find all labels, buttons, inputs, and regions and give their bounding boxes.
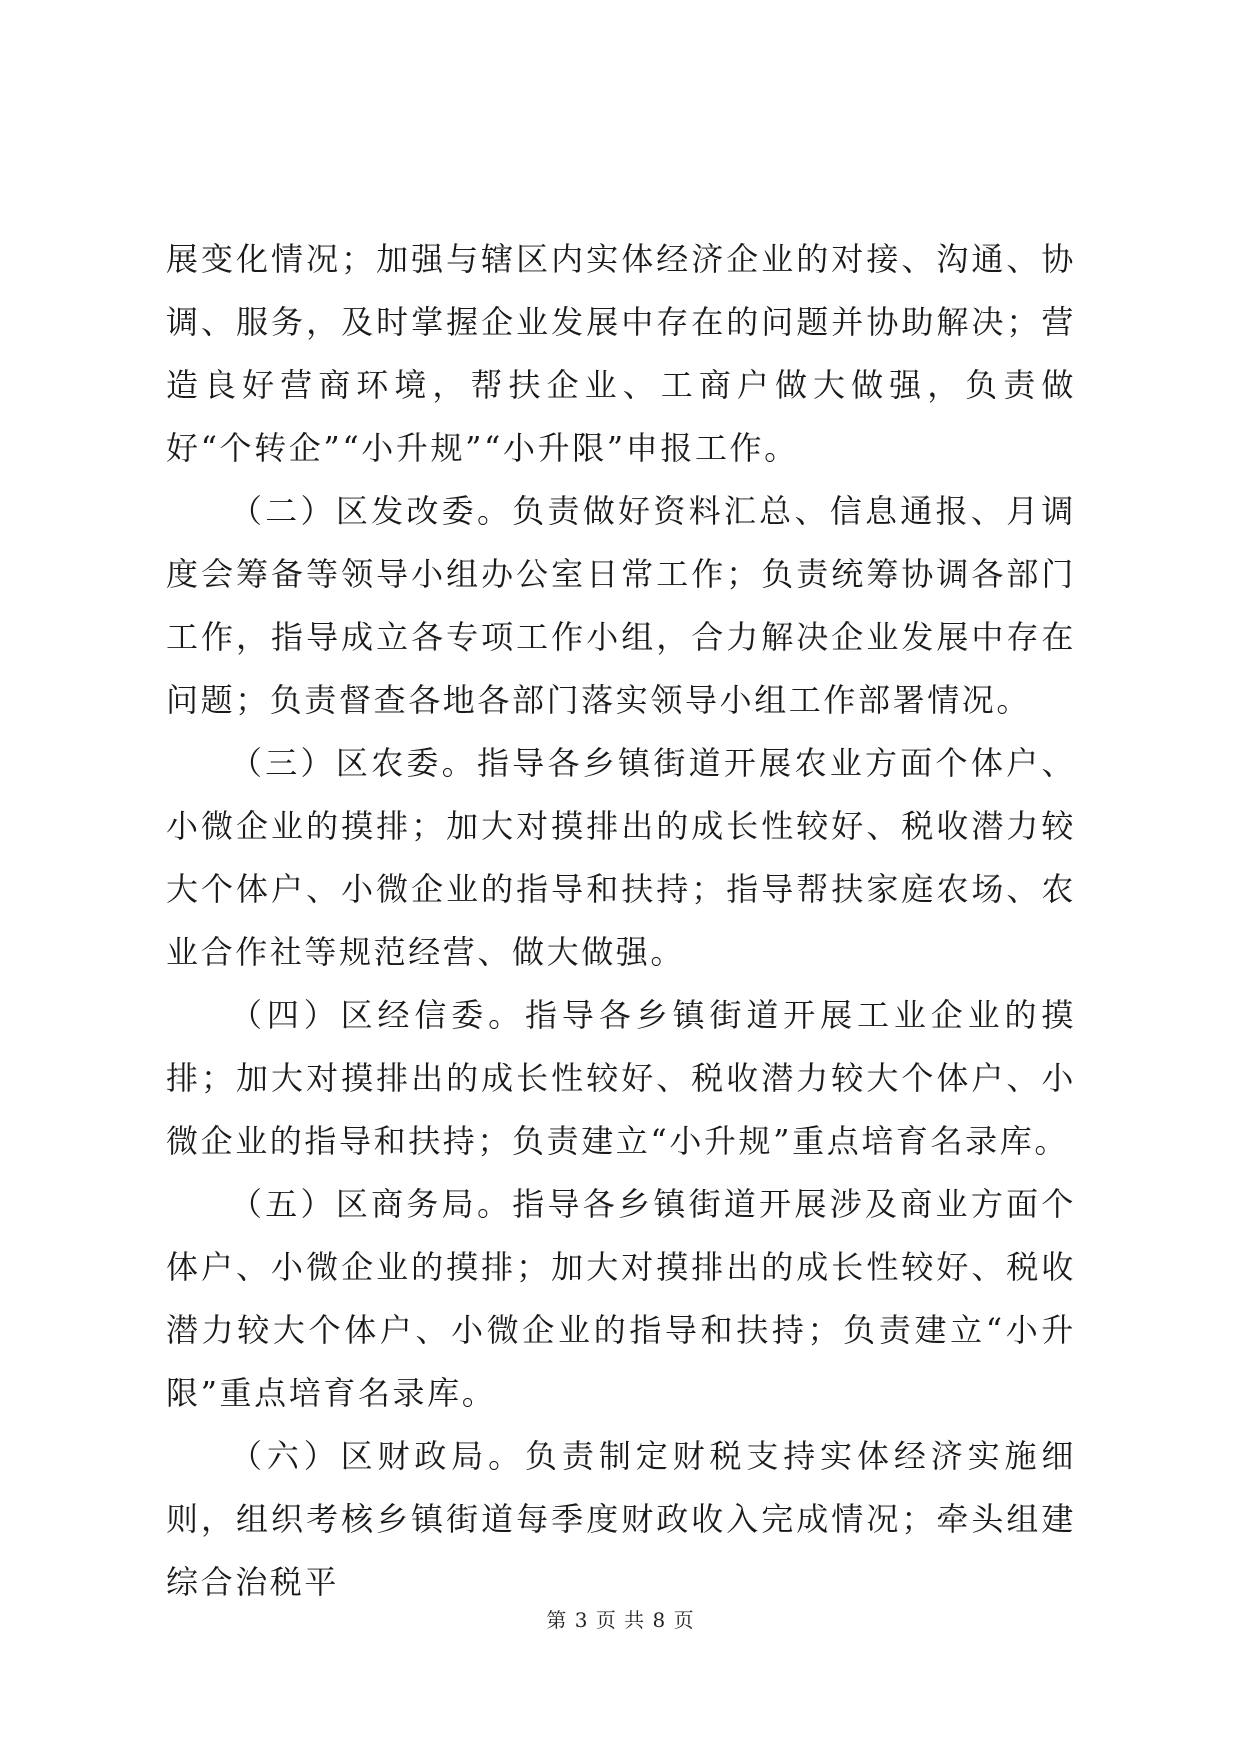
paragraph-jingxinwei: （四）区经信委。指导各乡镇街道开展工业企业的摸排；加大对摸排出的成长性较好、税收潜力较大个体户、小微企业的指导和扶持；负责建立“小升规”重点培育名录库。: [166, 996, 1076, 1160]
paragraph-fagaiwei: （二）区发改委。负责做好资料汇总、信息通报、月调度会筹备等领导小组办公室日常工作；负责统筹协调各部门工作，指导成立各专项工作小组，合力解决企业发展中存在问题；负责督查各地各部门落实领导小组工作部署情况。: [166, 492, 1076, 719]
page-number-footer: 第 3 页 共 8 页: [546, 1608, 695, 1632]
paragraph-continuation: 展变化情况；加强与辖区内实体经济企业的对接、沟通、协调、服务，及时掌握企业发展中存在的问题并协助解决；营造良好营商环境，帮扶企业、工商户做大做强，负责做好“个转企”“小升规”“小升限”申报工作。: [166, 240, 1076, 467]
paragraph-caizhengju: （六）区财政局。负责制定财税支持实体经济实施细则，组织考核乡镇街道每季度财政收入完成情况；牵头组建综合治税平: [166, 1437, 1076, 1601]
paragraph-nongwei: （三）区农委。指导各乡镇街道开展农业方面个体户、小微企业的摸排；加大对摸排出的成长性较好、税收潜力较大个体户、小微企业的指导和扶持；指导帮扶家庭农场、农业合作社等规范经营、做大做强。: [166, 744, 1076, 971]
document-body: [166, 228, 1076, 1614]
paragraph-shangwuju: （五）区商务局。指导各乡镇街道开展涉及商业方面个体户、小微企业的摸排；加大对摸排出的成长性较好、税收潜力较大个体户、小微企业的指导和扶持；负责建立“小升限”重点培育名录库。: [166, 1185, 1076, 1412]
